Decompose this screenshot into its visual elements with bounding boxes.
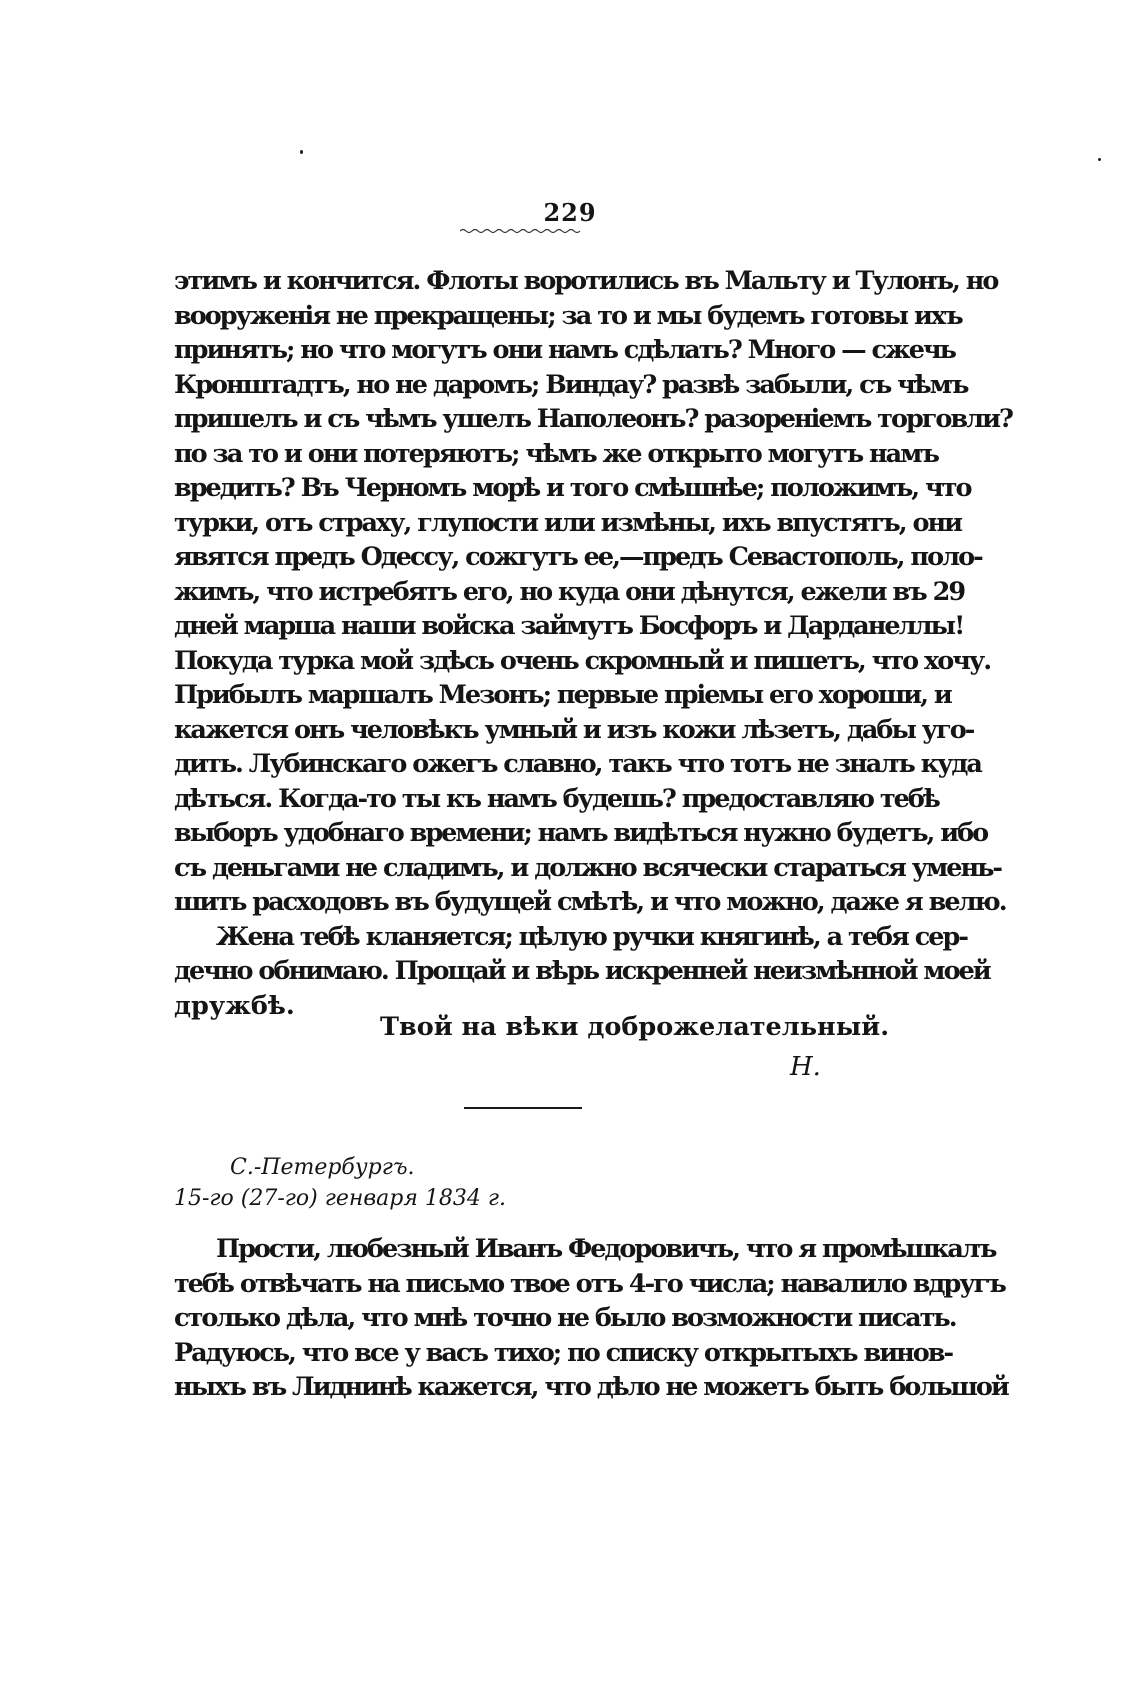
text-line: Кронштадтъ, но не даромъ; Виндау? развѣ забыли, съ чѣмъ (174, 369, 968, 400)
text-line: вредить? Въ Черномъ морѣ и того смѣшнѣе; положимъ, что (174, 473, 971, 503)
text-line: пришелъ и съ чѣмъ ушелъ Наполеонъ? разореніемъ торговли? (174, 404, 1012, 434)
section-divider (464, 1107, 582, 1109)
letter-closing: Твой на вѣки доброжелательный. (380, 1012, 890, 1042)
text-line: явятся предъ Одессу, сожгутъ ее,—предъ Севастополь, поло- (174, 542, 982, 572)
text-line: выборъ удобнаго времени; намъ видѣться нужно будетъ, ибо (174, 818, 988, 848)
letter-date: 15-го (27-го) генваря 1834 г. (174, 1186, 507, 1211)
text-line: тебѣ отвѣчать на письмо твое отъ 4-го числа; навалило вдругъ (174, 1268, 1005, 1299)
text-line: кажется онъ человѣкъ умный и изъ кожи лѣзетъ, дабы уго- (174, 714, 974, 745)
text-line: жимъ, что истребятъ его, но куда они дѣнутся, ежели въ 29 (174, 576, 965, 607)
text-line: дечно обнимаю. Прощай и вѣрь искренней неизмѣнной моей (174, 956, 990, 986)
text-line: этимъ и кончится. Флоты воротились въ Мальту и Тулонъ, но (174, 266, 998, 296)
text-line: дней марша наши войска займутъ Босфоръ и Дарданеллы! (174, 611, 964, 641)
text-line: принять; но что могутъ они намъ сдѣлать? Много — сжечь (174, 335, 955, 365)
text-line: ныхъ въ Лиднинѣ кажется, что дѣло не можетъ быть большой (174, 1372, 1008, 1402)
page-number: 229 (543, 198, 597, 227)
letter-place: С.-Петербургъ. (230, 1155, 415, 1180)
text-line: турки, отъ страху, глупости или измѣны, ихъ впустятъ, они (174, 507, 962, 538)
letter-signature: Н. (790, 1052, 821, 1082)
paper-speck (1098, 158, 1101, 161)
text-line: Прибылъ маршалъ Мезонъ; первые пріемы его хороши, и (174, 680, 951, 710)
text-line: дить. Лубинскаго ожегъ славно, такъ что тотъ не зналъ куда (174, 749, 981, 779)
text-line: столько дѣла, что мнѣ точно не было возможности писать. (174, 1303, 956, 1333)
text-line: по за то и они потеряютъ; чѣмъ же открыто могутъ намъ (174, 438, 938, 469)
letter-body-first (174, 264, 1012, 1023)
text-line: Радуюсь, что все у васъ тихо; по списку открытыхъ винов- (174, 1337, 953, 1368)
page-number-ornament (460, 227, 582, 235)
text-line: дружбѣ. (174, 990, 295, 1021)
text-line: шить расходовъ въ будущей смѣтѣ, и что можно, даже я велю. (174, 887, 1006, 917)
text-line: съ деньгами не сладимъ, и должно всячески стараться умень- (174, 852, 1002, 883)
paper-speck (300, 150, 303, 154)
text-line: Прости, любезный Иванъ Федоровичъ, что я промѣшкалъ (216, 1234, 996, 1264)
text-line: дѣться. Когда-то ты къ намъ будешь? предоставляю тебѣ (174, 783, 939, 814)
letter-body-second (174, 1232, 1008, 1405)
text-line: Жена тебѣ кланяется; цѣлую ручки княгинѣ, а тебя сер- (216, 921, 967, 952)
text-line: Покуда турка мой здѣсь очень скромный и пишетъ, что хочу. (174, 645, 991, 676)
text-line: вооруженія не прекращены; за то и мы будемъ готовы ихъ (174, 300, 962, 331)
